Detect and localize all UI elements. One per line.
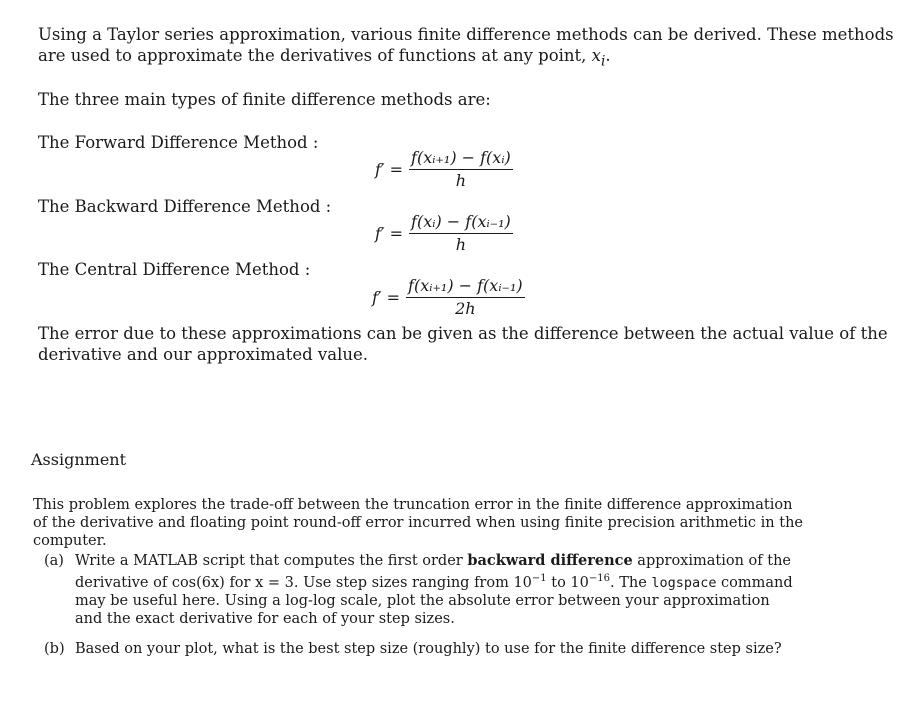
item-a-part: Write a MATLAB script that computes the first order bbox=[75, 553, 468, 569]
central-equation bbox=[372, 276, 525, 318]
item-b-label: (b) bbox=[44, 641, 65, 657]
central-method-label: The Central Difference Method : bbox=[38, 260, 311, 279]
fraction bbox=[406, 276, 525, 318]
item-a-part: approximation of the derivative of cos(6x) for x = 3. Use step sizes ranging from 10 bbox=[75, 553, 791, 591]
item-a-part: command may be useful here. Using a log-log scale, plot the absolute error between your approximation and the exact derivative for each of your step sizes. bbox=[75, 574, 793, 627]
item-a-part: to 10 bbox=[546, 574, 589, 591]
assignment-heading: Assignment bbox=[31, 450, 127, 469]
point-variable: x bbox=[591, 46, 601, 65]
denominator: h bbox=[455, 235, 467, 254]
intro-text: Using a Taylor series approximation, various finite difference methods can be derived. These methods are used to approximate the derivatives of functions at any point, bbox=[38, 25, 894, 65]
error-paragraph: The error due to these approximations can be given as the difference between the actual value of the derivative and our approximated value. bbox=[38, 324, 888, 364]
equation-lhs: f′ = bbox=[375, 159, 404, 179]
forward-method-label: The Forward Difference Method : bbox=[38, 133, 319, 152]
numerator: f(xᵢ₊₁) − f(xᵢ₋₁) bbox=[406, 276, 525, 298]
fraction bbox=[409, 212, 513, 254]
item-b-text: Based on your plot, what is the best step size (roughly) to use for the finite difference step size? bbox=[75, 641, 782, 657]
numerator: f(xᵢ₊₁) − f(xᵢ) bbox=[409, 148, 513, 170]
item-a-text bbox=[75, 552, 800, 628]
item-a-label: (a) bbox=[44, 553, 64, 569]
item-a-part: . The bbox=[610, 574, 652, 591]
backward-equation bbox=[375, 212, 513, 254]
code-logspace: logspace bbox=[651, 574, 717, 591]
equation-lhs: f′ = bbox=[372, 287, 401, 307]
numerator: f(xᵢ) − f(xᵢ₋₁) bbox=[409, 212, 513, 234]
backward-method-label: The Backward Difference Method : bbox=[38, 197, 332, 216]
intro-paragraph bbox=[38, 24, 898, 72]
assignment-intro: This problem explores the trade-off between the truncation error in the finite difference approximation of the derivative and floating point round-off error incurred when using finite precision arithmetic in the computer. bbox=[33, 497, 803, 549]
fraction bbox=[409, 148, 513, 190]
exponent: −16 bbox=[588, 573, 610, 584]
point-subscript: i bbox=[600, 53, 606, 70]
denominator: 2h bbox=[455, 299, 476, 318]
intro-period: . bbox=[605, 46, 611, 65]
denominator: h bbox=[455, 171, 467, 190]
exponent: −1 bbox=[531, 573, 547, 584]
equation-lhs: f′ = bbox=[375, 223, 404, 243]
item-a-emphasis: backward difference bbox=[467, 552, 633, 569]
methods-intro: The three main types of finite difference methods are: bbox=[38, 90, 491, 109]
forward-equation bbox=[375, 148, 513, 190]
